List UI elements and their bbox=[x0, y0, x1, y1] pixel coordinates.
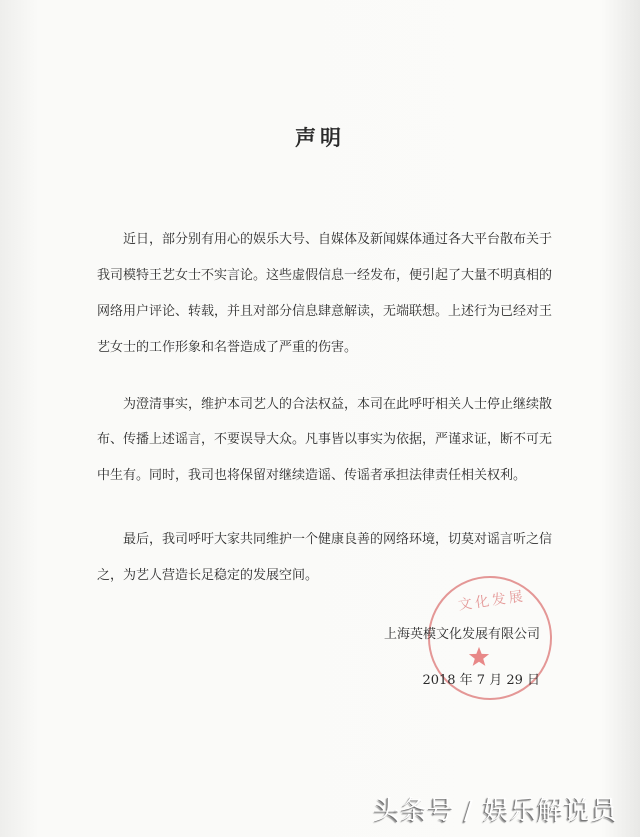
paragraph-1-line-4: 艺女士的工作形象和名誉造成了严重的伤害。 bbox=[97, 340, 358, 355]
paragraph-2-line-3: 中生有。同时，我司也将保留对继续造谣、传谣者承担法律责任相关权利。 bbox=[97, 468, 527, 483]
signature-company: 上海英模文化发展有限公司 bbox=[383, 627, 540, 642]
paragraph-1-line-1: 近日，部分别有用心的娱乐大号、自媒体及新闻媒体通过各大平台散布关于 bbox=[123, 232, 553, 247]
paragraph-2-line-1: 为澄清事实，维护本司艺人的合法权益，本司在此呼吁相关人士停止继续散 bbox=[123, 397, 553, 412]
signature-date: 2018 年 7 月 29 日 bbox=[422, 673, 540, 688]
company-seal-text: 文化发展 bbox=[457, 588, 527, 614]
paragraph-3-line-2: 之，为艺人营造长足稳定的发展空间。 bbox=[97, 568, 319, 583]
paragraph-1-line-2: 我司模特王艺女士不实言论。这些虚假信息一经发布，便引起了大量不明真相的 bbox=[97, 268, 553, 283]
paragraph-3-line-1: 最后，我司呼吁大家共同维护一个健康良善的网络环境，切莫对谣言听之信 bbox=[123, 532, 553, 547]
seal-star-icon bbox=[468, 646, 490, 668]
paragraph-2-line-2: 布、传播上述谣言，不要误导大众。凡事皆以事实为依据，严谨求证，断不可无 bbox=[97, 432, 553, 447]
watermark: 头条号 / 娱乐解说员 bbox=[373, 796, 618, 826]
paragraph-1-line-3: 网络用户评论、转载，并且对部分信息肆意解读，无端联想。上述行为已经对王 bbox=[97, 304, 553, 319]
document-title: 声明 bbox=[295, 125, 345, 150]
